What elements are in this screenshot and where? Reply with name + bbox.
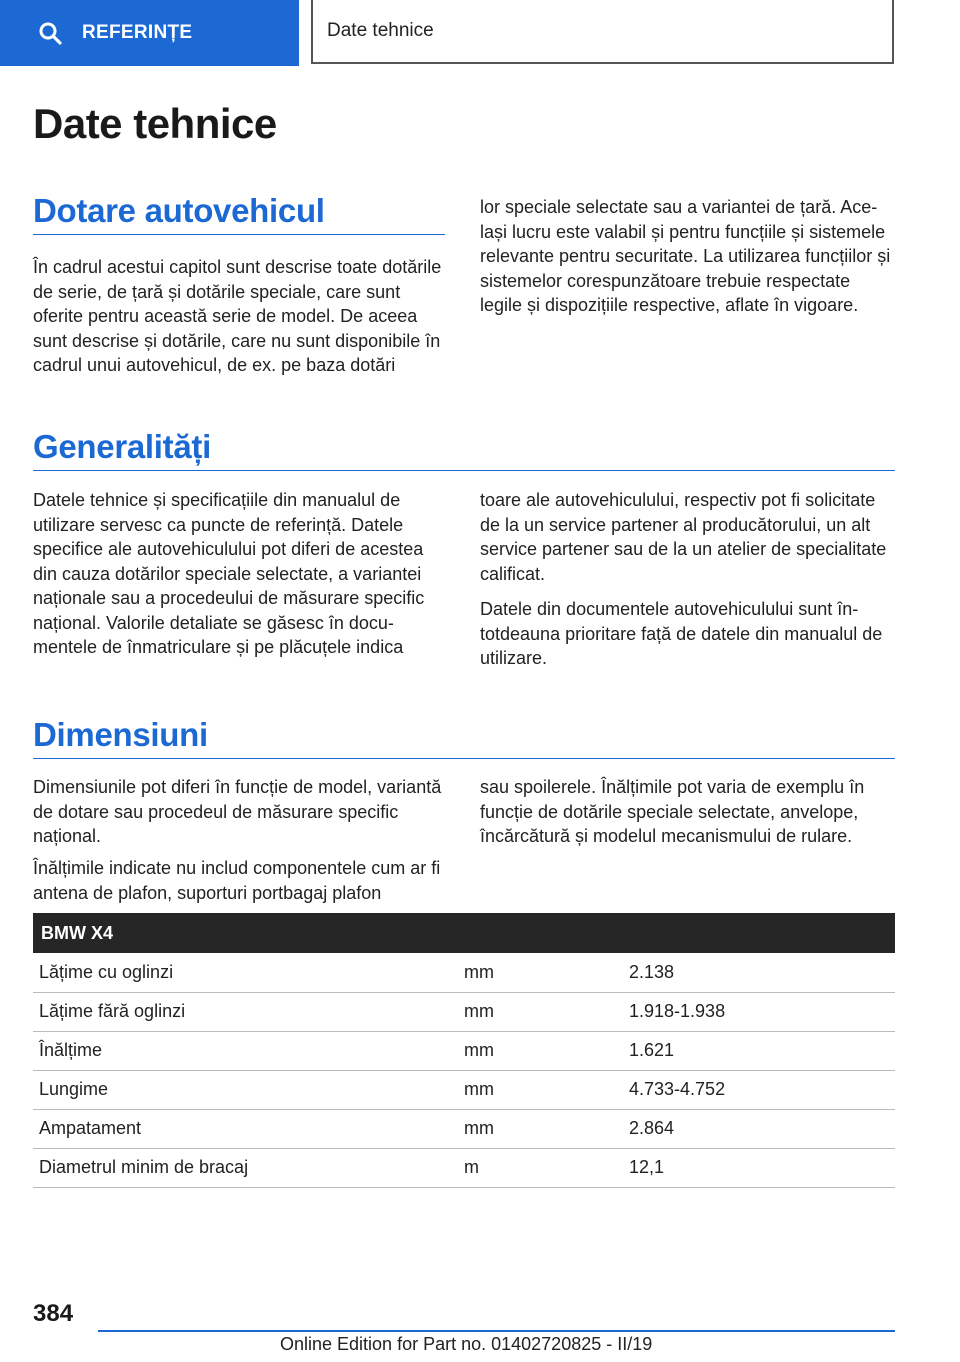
generalitati-text-right-1: toare ale autovehiculului, respectiv pot fi solicitate de la un service partener al producătorului, un alt service partener sau de la un atelier de specialitate calificat. xyxy=(480,490,887,584)
table-row xyxy=(33,992,895,1031)
row-label: Diametrul minim de bracaj xyxy=(33,1148,458,1187)
row-label: Ampatament xyxy=(33,1109,458,1148)
dimensions-table xyxy=(33,913,895,1188)
section-title-dimensiuni: Dimensiuni xyxy=(33,716,208,753)
row-value: 2.864 xyxy=(623,1109,895,1148)
dimensiuni-text-right: sau spoilerele. Înălțimile pot varia de exemplu în funcție de dotările speciale selectate, anvelope, încărcătură și modelul mecanismului de rulare. xyxy=(480,777,865,846)
row-value: 1.918-1.938 xyxy=(623,992,895,1031)
dimensiuni-text-left-2: Înălțimile indicate nu includ componentele cum ar fi antena de plafon, suporturi portbagaj plafon xyxy=(33,858,441,903)
references-tab[interactable] xyxy=(0,0,299,66)
breadcrumb-label: Date tehnice xyxy=(327,20,434,41)
breadcrumb[interactable] xyxy=(311,0,894,64)
table-header-row xyxy=(33,913,895,953)
row-unit: mm xyxy=(458,953,623,992)
dotare-text-right: lor speciale selectate sau a variantei de țară. Același lucru este valabil și pentru funcțiile și sistemele relevante pentru securitate. La utilizarea funcțiilor și sistemelor corespunzătoare trebuie respectate legile și dispozițiile respective, aflate în vigoare. xyxy=(480,197,891,315)
table-header: BMW X4 xyxy=(33,913,895,953)
row-label: Înălțime xyxy=(33,1031,458,1070)
section-rule-generalitati xyxy=(33,470,895,471)
table-row xyxy=(33,1070,895,1109)
edition-footer: Online Edition for Part no. 01402720825 - II/19 xyxy=(280,1334,653,1354)
row-value: 2.138 xyxy=(623,953,895,992)
section-title-generalitati: Generalități xyxy=(33,428,211,465)
table-row xyxy=(33,1109,895,1148)
row-value: 4.733-4.752 xyxy=(623,1070,895,1109)
generalitati-text-left: Datele tehnice și specificațiile din manualul de utilizare servesc ca puncte de referință. Datele specifice ale autovehiculului pot diferi de acestea din cauza dotărilor speciale selectate, a variantei naționale sau a procedeului de măsurare specific național. Valorile detaliate se găsesc în documentele de înmatriculare și pe plăcuțele indica xyxy=(33,490,425,657)
row-value: 12,1 xyxy=(623,1148,895,1187)
section-rule-dotare xyxy=(33,234,445,235)
dimensiuni-text-left-1: Dimensiunile pot diferi în funcție de model, variantă de dotare sau procedeul de măsurare specific național. xyxy=(33,777,442,846)
search-icon xyxy=(38,21,62,45)
row-unit: mm xyxy=(458,1109,623,1148)
table-row xyxy=(33,1031,895,1070)
page-number: 384 xyxy=(33,1300,74,1327)
top-navigation-bar xyxy=(0,0,960,66)
table-row xyxy=(33,1148,895,1187)
row-unit: mm xyxy=(458,1070,623,1109)
row-label: Lățime cu oglinzi xyxy=(33,953,458,992)
dotare-text-left: În cadrul acestui capitol sunt descrise toate dotările de serie, de țară și dotările speciale, care sunt oferite pentru această serie de model. De aceea sunt descrise și dotările, care nu sunt disponibile în cadrul unui autovehicul, de ex. pe baza dotări xyxy=(33,257,442,375)
row-unit: m xyxy=(458,1148,623,1187)
section-title-dotare: Dotare autovehicul xyxy=(33,192,325,229)
row-unit: mm xyxy=(458,992,623,1031)
footer-rule xyxy=(98,1330,895,1332)
references-tab-label: REFERINȚE xyxy=(82,22,193,43)
section-rule-dimensiuni xyxy=(33,758,895,759)
generalitati-text-right-2: Datele din documentele autovehiculului sunt întotdeauna prioritare față de datele din manualul de utilizare. xyxy=(480,599,883,668)
page-title: Date tehnice xyxy=(33,100,277,147)
row-label: Lungime xyxy=(33,1070,458,1109)
row-unit: mm xyxy=(458,1031,623,1070)
row-label: Lățime fără oglinzi xyxy=(33,992,458,1031)
table-row xyxy=(33,953,895,992)
row-value: 1.621 xyxy=(623,1031,895,1070)
